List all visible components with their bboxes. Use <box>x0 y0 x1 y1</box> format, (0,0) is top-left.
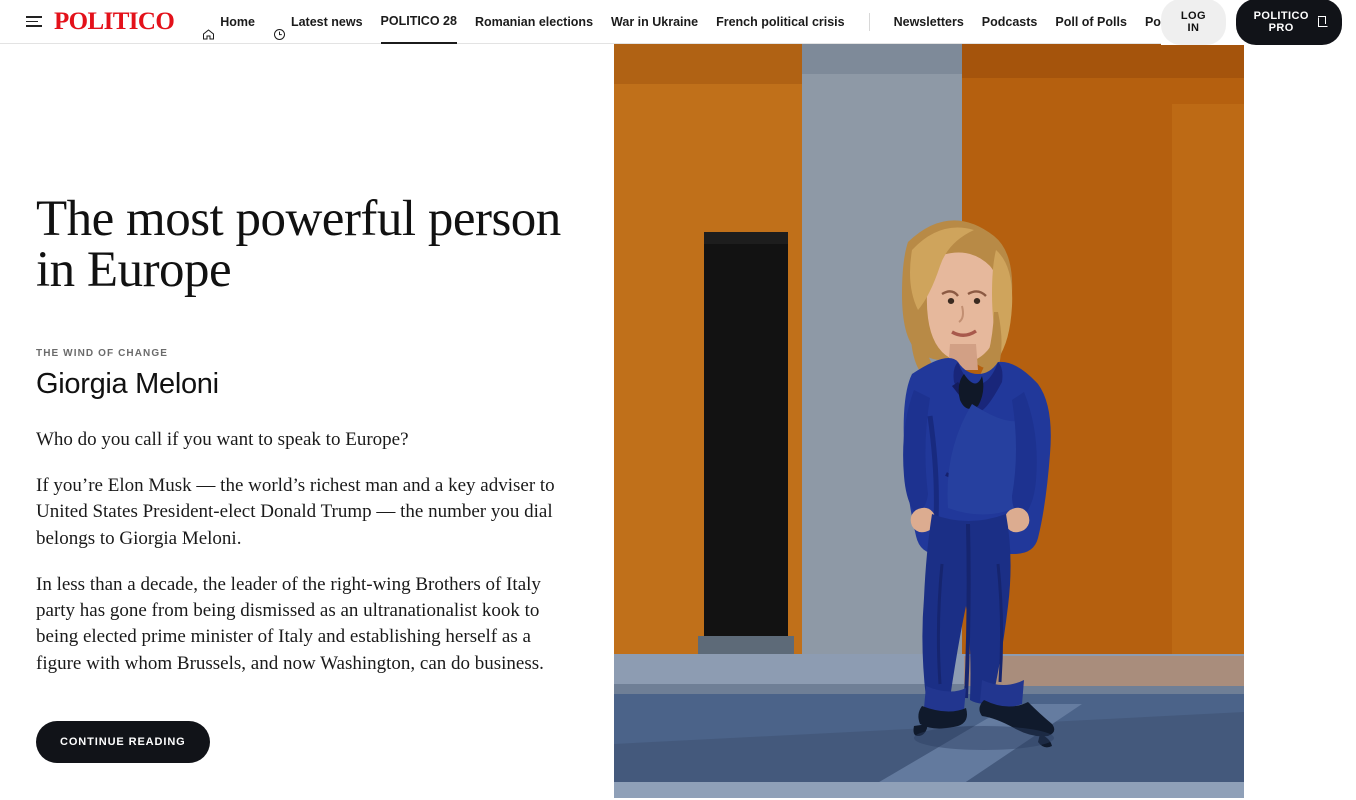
hamburger-icon[interactable] <box>26 11 42 33</box>
nav-item-poll-of-polls[interactable] <box>1055 0 1127 44</box>
article-paragraph-1: Who do you call if you want to speak to Europe? <box>36 429 409 450</box>
nav-item-politico-28[interactable] <box>381 0 457 44</box>
nav-item-war-in-ukraine[interactable] <box>611 0 698 44</box>
log-in-button[interactable]: LOG IN <box>1161 0 1226 45</box>
article-kicker: THE WIND OF CHANGE <box>36 348 169 359</box>
nav-item-podcasts-label: Podcasts <box>981 14 1038 29</box>
politico-pro-label: POLITICO PRO <box>1253 9 1309 34</box>
home-icon <box>202 15 215 28</box>
primary-navigation <box>202 0 1161 44</box>
clock-icon <box>273 15 286 28</box>
nav-item-latest-news-label: Latest news <box>290 14 363 29</box>
nav-item-truncated-label: Po <box>1144 14 1161 29</box>
illustration-panel <box>612 44 1280 800</box>
nav-item-french-political-crisis[interactable] <box>716 0 845 44</box>
nav-item-politico-28-label: POLITICO 28 <box>380 13 457 28</box>
politico-pro-button[interactable] <box>1236 0 1342 45</box>
nav-item-latest-news[interactable] <box>273 0 363 44</box>
nav-item-french-political-crisis-label: French political crisis <box>716 14 845 29</box>
nav-item-home-label: Home <box>220 14 255 29</box>
nav-divider <box>869 13 870 31</box>
continue-reading-button[interactable]: CONTINUE READING <box>36 721 210 763</box>
external-link-icon <box>1318 16 1326 27</box>
nav-item-home[interactable] <box>202 0 255 44</box>
article-subject: Giorgia Meloni <box>36 368 219 400</box>
nav-item-war-in-ukraine-label: War in Ukraine <box>611 14 699 29</box>
header-actions <box>1161 0 1356 45</box>
nav-item-newsletters[interactable] <box>894 0 964 44</box>
giorgia-meloni-illustration <box>612 44 1280 800</box>
article-paragraph-2: If you’re Elon Musk — the world’s richest man and a key adviser to United States President-elect Donald Trump — the number you dial belongs to Giorgia Meloni. <box>36 475 555 549</box>
nav-item-podcasts[interactable] <box>982 0 1038 44</box>
page-title: The most powerful person in Europe <box>36 191 561 298</box>
nav-item-romanian-elections-label: Romanian elections <box>474 14 594 29</box>
nav-item-truncated[interactable] <box>1145 0 1161 44</box>
nav-item-newsletters-label: Newsletters <box>893 14 964 29</box>
nav-item-romanian-elections[interactable] <box>475 0 593 44</box>
nav-item-poll-of-polls-label: Poll of Polls <box>1055 14 1127 29</box>
site-header <box>0 0 1309 44</box>
politico-logo[interactable]: POLITICO <box>54 8 175 35</box>
article-paragraph-3: In less than a decade, the leader of the right-wing Brothers of Italy party has gone from being dismissed as an ultranationalist kook to being elected prime minister of Italy and establishing herself as a figure with whom Brussels, and now Washington, can do business. <box>36 573 544 674</box>
article-column <box>0 44 612 800</box>
main-content <box>0 44 1280 800</box>
